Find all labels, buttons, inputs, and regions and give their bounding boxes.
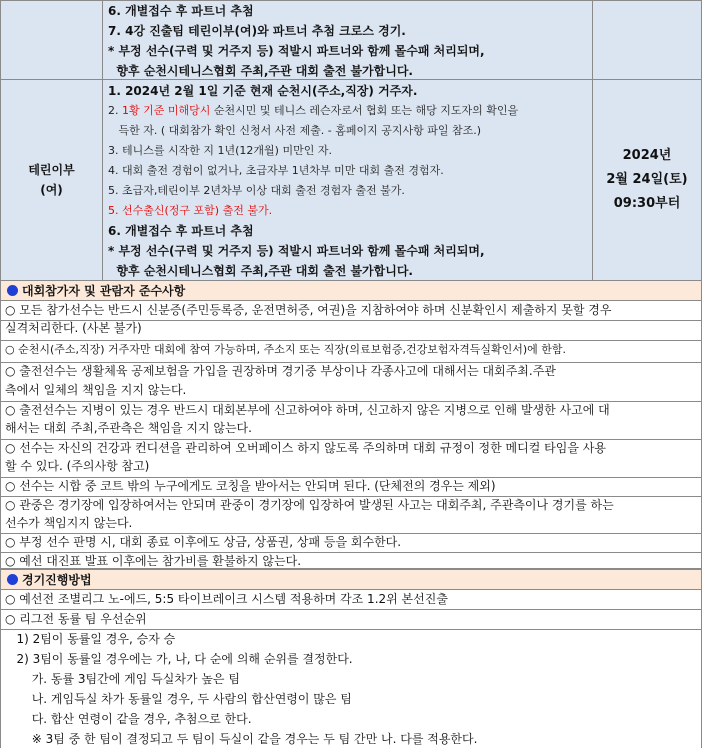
division-rule-warning: * 부정 선수(구력 및 거주지 등) 적발시 파트너와 함께 몰수패 처리되며, [108, 244, 485, 258]
division-date-cell [592, 79, 702, 281]
rules-section-title: 대회참가자 및 관람자 준수사항 [22, 284, 186, 298]
rules-line-11: ○ 관중은 경기장에 입장하여서는 안되며 관중이 경기장에 입장하여 발생된 사고는 대회주최, 주관측이나 경기를 하는 [5, 498, 614, 512]
row-divider [0, 320, 702, 321]
top-rule-warning-cont: 향후 순천시테니스협회 주최,주관 대회 출전 불가합니다. [108, 64, 413, 78]
bullet-dot-icon [7, 285, 18, 296]
division-rule-2 [108, 101, 518, 121]
rules-line-7: 해서는 대회 주최,주관측은 책임을 지지 않는다. [5, 421, 252, 435]
date-time: 09:30부터 [613, 196, 681, 211]
row-divider [0, 496, 702, 497]
division-rule-3: 3. 테니스를 시작한 지 1년(12개월) 미만인 자. [108, 144, 332, 157]
division-rule-1: 1. 2024년 2월 1일 기준 현재 순천시(주소,직장) 거주자. [108, 84, 418, 98]
method-section-title: 경기진행방법 [22, 573, 92, 587]
division-rule-4: 4. 대회 출전 경험이 없거나, 초급자부 1년차부 미만 대회 출전 경험자. [108, 164, 444, 177]
row-divider [0, 533, 702, 534]
rules-line-2: 실격처리한다. (사본 불가) [5, 321, 142, 335]
division-rule-6: 5. 선수출신(정구 포함) 출전 불가. [108, 204, 273, 217]
method-line-1: ○ 예선전 조별리그 노-에드, 5:5 타이브레이크 시스템 적용하며 각조 1.2위 본선진출 [5, 592, 448, 606]
division-rule-2-rest: 순천시민 및 테니스 레슨자로서 협회 또는 해당 지도자의 확인을 [210, 104, 519, 117]
date-year: 2024년 [622, 148, 672, 163]
rules-line-14: ○ 예선 대진표 발표 이후에는 참가비를 환불하지 않는다. [5, 554, 302, 568]
division-rule-2-cont: 득한 자. ( 대회참가 확인 신청서 사전 제출. - 홈페이지 공지사항 파일 참조.) [108, 124, 482, 137]
division-rule-2-red: 1황 기준 미해당시 [122, 104, 211, 117]
row-divider [0, 340, 702, 341]
top-left-cell [0, 0, 103, 80]
division-rule-warning-cont: 향후 순천시테니스협회 주최,주관 대회 출전 불가합니다. [108, 264, 413, 278]
top-rule-7: 7. 4강 진출팀 테린이부(여)와 파트너 추첨 크로스 경기. [108, 24, 406, 38]
method-line-8: ※ 3팀 중 한 팀이 결정되고 두 팀이 득실이 같을 경우는 두 팀 간만 나. 다를 적용한다. [5, 732, 478, 746]
rules-line-4: ○ 출전선수는 생활체육 공제보험을 가입을 권장하며 경기중 부상이나 각종사고에 대해서는 대회주최.주관 [5, 364, 556, 378]
row-divider [0, 609, 702, 610]
rules-line-3: ○ 순천시(주소,직장) 거주자만 대회에 참여 가능하며, 주소지 또는 직장(의료보험증,건강보험자격득실확인서)에 한함. [5, 343, 567, 356]
division-rule-7: 6. 개별접수 후 파트너 추첨 [108, 224, 254, 238]
rules-line-13: ○ 부정 선수 판명 시, 대회 종료 이후에도 상금, 상품권, 상패 등을 회수한다. [5, 535, 402, 549]
row-divider [0, 477, 702, 478]
division-name-line2: (여) [40, 183, 63, 197]
row-divider [0, 401, 702, 402]
top-rule-warning: * 부정 선수(구력 및 거주지 등) 적발시 파트너와 함께 몰수패 처리되며, [108, 44, 485, 58]
division-name-cell [0, 79, 103, 281]
rules-section-header [0, 280, 702, 301]
rules-line-10: ○ 선수는 시합 중 코트 밖의 누구에게도 코칭을 받아서는 안되며 된다. (단체전의 경우는 제외) [5, 479, 496, 493]
rules-line-6: ○ 출전선수는 지병이 있는 경우 반드시 대회본부에 신고하여야 하며, 신고하지 않은 지병으로 인해 발생한 사고에 대 [5, 403, 610, 417]
row-divider [0, 552, 702, 553]
method-line-6: 나. 게임득실 차가 동률일 경우, 두 사람의 합산연령이 많은 팀 [5, 692, 352, 706]
rules-line-8: ○ 선수는 자신의 건강과 컨디션을 관리하여 오버페이스 하지 않도록 주의하며 대회 규정이 정한 메디컬 타임을 사용 [5, 441, 606, 455]
row-divider [0, 629, 702, 630]
rules-line-5: 측에서 일체의 책임을 지지 않는다. [5, 383, 187, 397]
top-rules-cell [102, 0, 593, 80]
rules-line-9: 할 수 있다. (주의사항 참고) [5, 459, 150, 473]
method-line-4: 2) 3팀이 동률일 경우에는 가, 나, 다 순에 의해 순위를 결정한다. [5, 652, 353, 666]
top-right-cell [592, 0, 702, 80]
method-section-body [0, 589, 702, 748]
division-name-line1: 테린이부 [28, 163, 75, 177]
date-day: 2월 24일(토) [606, 172, 688, 187]
method-line-2: ○ 리그전 동률 팀 우선순위 [5, 612, 147, 626]
division-rule-5: 5. 초급자,테린이부 2년차부 이상 대회 출전 경험자 출전 불가. [108, 184, 405, 197]
top-rule-6: 6. 개별접수 후 파트너 추첨 [108, 4, 254, 18]
division-rules-cell [102, 79, 593, 281]
row-divider [0, 439, 702, 440]
row-divider [0, 362, 702, 363]
method-line-7: 다. 합산 연령이 같을 경우, 추첨으로 한다. [5, 712, 252, 726]
bullet-dot-icon [7, 574, 18, 585]
rules-line-12: 선수가 책임지지 않는다. [5, 516, 133, 530]
rules-line-1: ○ 모든 참가선수는 반드시 신분증(주민등록증, 운전면허증, 여권)을 지참하여야 하며 신분확인시 제출하지 못할 경우 [5, 303, 612, 317]
method-line-3: 1) 2팀이 동률일 경우, 승자 승 [5, 632, 176, 646]
division-rule-2-prefix: 2. [108, 104, 122, 117]
method-section-header [0, 569, 702, 590]
method-line-5: 가. 동률 3팀간에 게임 득실차가 높은 팀 [5, 672, 240, 686]
